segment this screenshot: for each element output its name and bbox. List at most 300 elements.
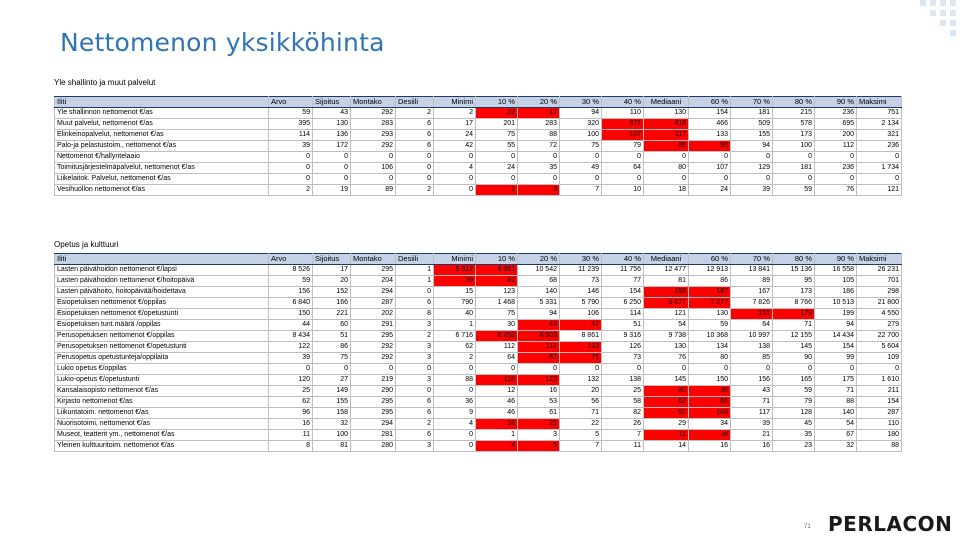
table-cell: 4 [434,163,476,174]
table-cell: 129 [731,163,773,174]
table-cell: 71 [560,353,602,364]
table-cell: 39 [269,141,313,152]
table-cell: 95 [773,276,815,287]
table-cell: 0 [434,364,476,375]
table-cell: 219 [351,375,396,386]
table-cell: 236 [857,141,902,152]
table-cell: 89 [731,276,773,287]
table-cell: 790 [434,298,476,309]
table-cell: 100 [560,130,602,141]
table-cell: 15 [434,287,476,298]
table-cell: 67 [518,353,560,364]
table-cell: 54 [644,320,689,331]
table-cell: 58 [602,397,644,408]
table-cell: 8 603 [518,331,560,342]
table-cell: 9 738 [644,331,689,342]
table-cell: 2 [396,331,434,342]
table-cell: 59 [689,320,731,331]
row-label: Toimitusjärjestelmäpalvelut, nettomenot €/as [55,163,269,174]
table-row [55,309,902,320]
table-cell: 75 [560,141,602,152]
row-label: Nuorisotoimi, nettomenot €/as [55,419,269,430]
table-cell: 64 [476,353,518,364]
column-header: 20 % [518,97,560,108]
table-cell: 5 912 [434,265,476,276]
column-header: 20 % [518,254,560,265]
table-cell: 181 [773,163,815,174]
table-cell: 94 [560,108,602,119]
table-cell: 167 [731,287,773,298]
table-cell: 0 [602,364,644,375]
table-cell: 2 [396,108,434,119]
table-cell: 8 766 [773,298,815,309]
table-cell: 0 [689,364,731,375]
table-cell: 287 [857,408,902,419]
table-cell: 107 [602,130,644,141]
table-cell: 145 [644,375,689,386]
table-cell: 283 [351,119,396,130]
table-cell: 134 [689,342,731,353]
table-cell: 1 [476,430,518,441]
table-cell: 90 [689,141,731,152]
table-cell: 291 [351,320,396,331]
table-cell: 32 [815,441,857,452]
table-cell: 7 [560,441,602,452]
table-cell: 0 [815,364,857,375]
table-cell: 10 [602,185,644,196]
table-cell: 0 [644,364,689,375]
table-cell: 175 [815,375,857,386]
table-cell: 0 [773,152,815,163]
table-cell: 8 861 [560,331,602,342]
table-cell: 14 434 [815,331,857,342]
row-label: Yleinen kulttuuritoim. nettomenot €/as [55,441,269,452]
row-label: Perusopetuksen nettomenot €/oppilas [55,331,269,342]
table-cell: 173 [773,287,815,298]
table-cell: 0 [857,174,902,185]
table-cell: 151 [731,309,773,320]
table-cell: 0 [351,174,396,185]
table-cell: 0 [396,163,434,174]
table-cell: 34 [689,419,731,430]
column-header: 80 % [773,254,815,265]
table-cell: 100 [313,430,351,441]
table-cell: 293 [351,130,396,141]
table-cell: 114 [602,309,644,320]
table-cell: 140 [815,408,857,419]
table-cell: 11 239 [560,265,602,276]
table-cell: 20 [313,276,351,287]
table-cell: 46 [476,397,518,408]
table-cell: 8 [396,309,434,320]
table-cell: 130 [689,309,731,320]
table-cell: 0 [644,152,689,163]
table-row [55,364,902,375]
table-cell: 154 [602,287,644,298]
table-cell: 112 [815,141,857,152]
table-cell: 105 [815,276,857,287]
table-cell: 0 [857,364,902,375]
table-cell: 6 250 [602,298,644,309]
table-cell: 6 [396,119,434,130]
table-cell: 10 997 [731,331,773,342]
table-cell: 0 [731,152,773,163]
education-culture-table [54,253,902,452]
table-cell: 3 [396,320,434,331]
table-cell: 130 [313,119,351,130]
table-cell: 88 [518,130,560,141]
column-header: Desiili [396,254,434,265]
table-cell: 94 [731,141,773,152]
row-label: Esiopetuksen nettomenot €/oppilas [55,298,269,309]
column-header: 60 % [689,97,731,108]
table-cell: 1 [396,265,434,276]
table-cell: 0 [689,174,731,185]
page-number: 71 [804,524,811,530]
table-cell: 16 [689,441,731,452]
table-cell: 154 [815,342,857,353]
table-cell: 133 [689,130,731,141]
table-cell: 39 [269,353,313,364]
table-cell: 72 [518,141,560,152]
table-cell: 130 [644,108,689,119]
table-cell: 59 [773,185,815,196]
table-cell: 85 [644,141,689,152]
table-cell: 121 [644,309,689,320]
slide-title: Nettomenon yksikköhinta [60,28,385,57]
table-row [55,386,902,397]
table-cell: 180 [857,430,902,441]
table-cell: 371 [602,119,644,130]
table-cell: 117 [518,342,560,353]
table-cell: 106 [560,309,602,320]
table-row [55,163,902,174]
table-cell: 27 [313,375,351,386]
table-cell: 71 [773,320,815,331]
table-cell: 0 [518,364,560,375]
table-cell: 16 558 [815,265,857,276]
table-cell: 138 [602,375,644,386]
table-cell: 150 [689,375,731,386]
table-cell: 321 [857,130,902,141]
table-row [55,397,902,408]
table-cell: 80 [644,163,689,174]
table-cell: 154 [857,397,902,408]
table-cell: 122 [518,375,560,386]
table-cell: 39 [731,419,773,430]
table-cell: 290 [351,386,396,397]
table-cell: 71 [560,408,602,419]
table-row [55,441,902,452]
table-cell: 509 [731,119,773,130]
table-cell: 82 [602,408,644,419]
table-cell: 62 [644,397,689,408]
table-cell: 578 [773,119,815,130]
table-cell: 0 [773,174,815,185]
table-cell: 5 [518,441,560,452]
table-row [55,430,902,441]
table-cell: 0 [602,174,644,185]
table-cell: 12 155 [773,331,815,342]
table-cell: 94 [815,320,857,331]
table-cell: 17 [434,119,476,130]
table-header-row [55,97,902,108]
table-cell: 279 [857,320,902,331]
table-cell: 128 [773,408,815,419]
table-cell: 76 [815,185,857,196]
table-cell: 155 [313,397,351,408]
table-cell: 51 [602,320,644,331]
table-cell: 0 [560,174,602,185]
column-header: 60 % [689,254,731,265]
table-cell: 0 [857,152,902,163]
table-cell: 0 [351,364,396,375]
table-row [55,375,902,386]
table-cell: 173 [773,130,815,141]
table-cell: 40 [434,309,476,320]
table-cell: 320 [560,119,602,130]
table-row [55,141,902,152]
table-cell: 0 [731,364,773,375]
row-label: Perusopetus opetustunteja/oppilaita [55,353,269,364]
table-cell: 138 [731,342,773,353]
table-cell: 0 [476,174,518,185]
table-cell: 236 [815,108,857,119]
table-cell: 73 [602,353,644,364]
row-label: Elinkeinopalvelut, nettomenot €/as [55,130,269,141]
table-cell: 2 134 [857,119,902,130]
table-cell: 200 [815,130,857,141]
table-cell: 418 [644,119,689,130]
table-cell: 17 [518,108,560,119]
table-cell: 32 [313,419,351,430]
table-cell: 43 [731,386,773,397]
table-cell: 0 [434,441,476,452]
column-header: 10 % [476,97,518,108]
table-cell: 86 [689,276,731,287]
table-cell: 88 [857,441,902,452]
table-row [55,342,902,353]
row-label: Lasten päivähoidon nettomenot €/hoitopäivä [55,276,269,287]
table-cell: 294 [351,287,396,298]
table-cell: 11 756 [602,265,644,276]
table-cell: 5 790 [560,298,602,309]
table-row [55,287,902,298]
table-cell: 145 [773,342,815,353]
table-cell: 395 [269,119,313,130]
column-header: Mediaani [644,254,689,265]
row-label: Liikuntatoim. nettomenot €/as [55,408,269,419]
table-cell: 79 [773,397,815,408]
table-cell: 1 [476,185,518,196]
table-cell: 0 [313,152,351,163]
table-cell: 16 [518,386,560,397]
table-cell: 55 [476,141,518,152]
table-cell: 24 [689,185,731,196]
table-row [55,276,902,287]
table-cell: 62 [434,342,476,353]
table-cell: 0 [269,364,313,375]
table-cell: 751 [857,108,902,119]
row-label: Lukio opetus €/oppilas [55,364,269,375]
table-cell: 1 468 [476,298,518,309]
table-cell: 132 [560,375,602,386]
table-cell: 0 [351,152,396,163]
table-cell: 165 [773,375,815,386]
table-cell: 5 331 [518,298,560,309]
table-cell: 21 800 [857,298,902,309]
column-header: Montako [351,97,396,108]
table-cell: 1 734 [857,163,902,174]
table-cell: 16 [269,419,313,430]
table-row [55,408,902,419]
table-cell: 85 [731,353,773,364]
table-cell: 6 840 [269,298,313,309]
table-cell: 6 [396,298,434,309]
column-header: Desiili [396,97,434,108]
table-cell: 21 [518,419,560,430]
table-cell: 24 [434,130,476,141]
table-cell: 6 716 [434,331,476,342]
table-cell: 10 542 [518,265,560,276]
table-cell: 43 [313,108,351,119]
table-cell: 294 [351,419,396,430]
column-header: 90 % [815,97,857,108]
table-cell: 16 [476,419,518,430]
table-cell: 695 [815,119,857,130]
table-cell: 0 [396,152,434,163]
table-cell: 1 610 [857,375,902,386]
table-cell: 0 [476,364,518,375]
table-cell: 22 [560,419,602,430]
table-cell: 22 700 [857,331,902,342]
table-cell: 67 [815,430,857,441]
table-cell: 9 [434,408,476,419]
table-cell: 99 [815,353,857,364]
table-cell: 80 [689,353,731,364]
table-cell: 2 [434,353,476,364]
table-cell: 202 [351,309,396,320]
table-cell: 64 [731,320,773,331]
table-cell: 158 [644,287,689,298]
table-cell: 109 [857,353,902,364]
table-cell: 150 [269,309,313,320]
table-cell: 12 [476,386,518,397]
table-cell: 3 [396,441,434,452]
table-cell: 42 [434,141,476,152]
table-cell: 90 [773,353,815,364]
table-cell: 35 [773,430,815,441]
table-cell: 9 851 [476,265,518,276]
column-header: Maksimi [857,97,902,108]
table-cell: 110 [857,419,902,430]
table-cell: 204 [351,276,396,287]
table-cell: 7 277 [689,298,731,309]
table-cell: 280 [351,441,396,452]
table-row [55,108,902,119]
table-cell: 76 [644,353,689,364]
table-cell: 298 [857,287,902,298]
table-cell: 88 [815,397,857,408]
table-row [55,185,902,196]
table-cell: 167 [689,287,731,298]
row-label: Esiopetuksen tunt.määrä /oppilas [55,320,269,331]
column-header: Sijoitus [313,254,351,265]
table-cell: 181 [731,108,773,119]
table-cell: 186 [815,287,857,298]
table-row [55,130,902,141]
column-header: 40 % [602,254,644,265]
table-cell: 104 [689,408,731,419]
table-cell: 79 [602,141,644,152]
table-cell: 4 [434,419,476,430]
row-label: Kirjasto nettomenot €/as [55,397,269,408]
table-row [55,419,902,430]
column-header: Minimi [434,254,476,265]
table-cell: 11 [602,441,644,452]
table-cell: 112 [476,342,518,353]
table-cell: 0 [396,174,434,185]
table-cell: 110 [602,108,644,119]
column-header: 30 % [560,254,602,265]
table-cell: 701 [857,276,902,287]
table-cell: 8 293 [476,331,518,342]
table-cell: 236 [815,163,857,174]
table-cell: 21 [731,430,773,441]
table-cell: 81 [313,441,351,452]
table-cell: 11 [269,430,313,441]
table-cell: 71 [815,386,857,397]
column-header: Mediaani [644,97,689,108]
table-cell: 0 [689,152,731,163]
table-cell: 54 [815,419,857,430]
table-cell: 68 [518,276,560,287]
table-cell: 22 [476,108,518,119]
table-cell: 2 [396,419,434,430]
table-cell: 0 [773,364,815,375]
table-cell: 295 [351,397,396,408]
table-cell: 0 [602,152,644,163]
table-cell: 7 [560,185,602,196]
table-cell: 3 [518,430,560,441]
table-cell: 156 [269,287,313,298]
row-label: Lasten päivähoito, hoitopäivää/hoidettava [55,287,269,298]
table-row [55,298,902,309]
table-cell: 121 [857,185,902,196]
table-cell: 15 136 [773,265,815,276]
table-cell: 6 [396,141,434,152]
table-cell: 29 [644,419,689,430]
table-cell: 56 [560,397,602,408]
admin-services-table [54,96,902,196]
table-cell: 53 [518,397,560,408]
table-row [55,174,902,185]
table-cell: 24 [476,163,518,174]
table-cell: 117 [731,408,773,419]
perlacon-logo: PERLACON [828,512,953,536]
table-cell: 149 [313,386,351,397]
table-cell: 158 [313,408,351,419]
table-cell: 75 [476,309,518,320]
table-cell: 61 [476,276,518,287]
table-cell: 6 [396,430,434,441]
table-cell: 1 [434,320,476,331]
table-cell: 6 [396,397,434,408]
table-cell: 45 [773,419,815,430]
table-cell: 43 [518,320,560,331]
table-cell: 49 [560,163,602,174]
table-cell: 60 [313,320,351,331]
